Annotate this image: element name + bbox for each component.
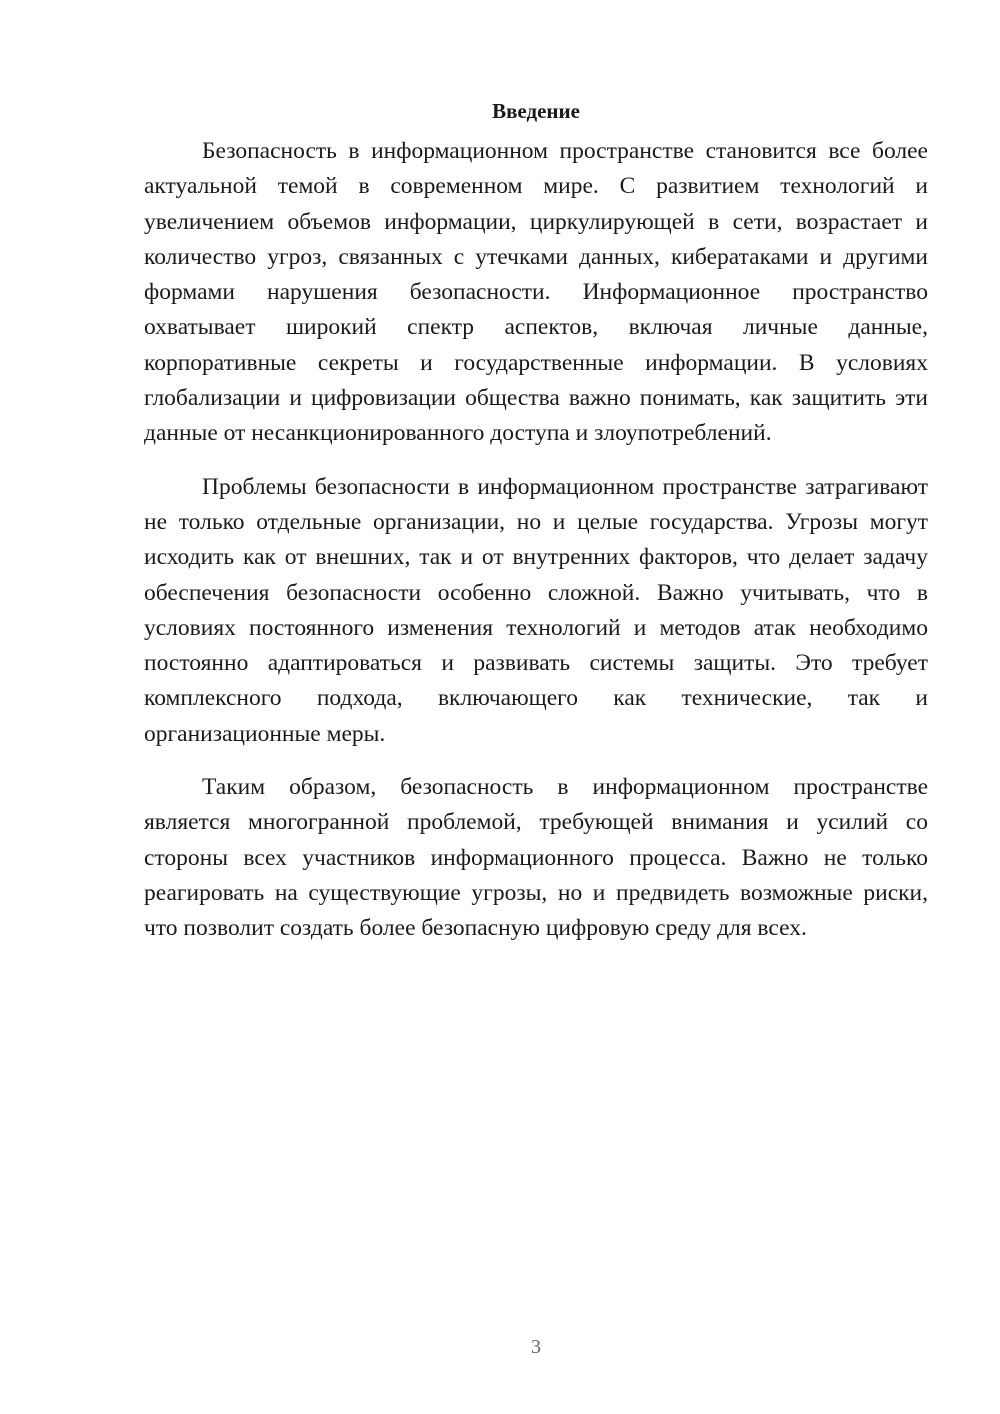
page-content <box>144 96 928 965</box>
paragraph-3: Таким образом, безопасность в информационном пространстве является многогранной проблемой, требующей внимания и усилий со стороны всех участников информационного процесса. Важно не только реагировать на существующие угрозы, но и предвидеть возможные риски, что позволит создать более безопасную цифровую среду для всех. <box>144 774 928 942</box>
page-number-footer <box>0 1334 1000 1360</box>
page-number: 3 <box>531 1336 541 1358</box>
paragraph-2: Проблемы безопасности в информационном пространстве затрагивают не только отдельные организации, но и целые государства. Угрозы могут исходить как от внешних, так и от внутренних факторов, что делает задачу обеспечения безопасности особенно сложной. Важно учитывать, что в условиях постоянного изменения технологий и методов атак необходимо постоянно адаптироваться и развивать системы защиты. Это требует комплексного подхода, включающего как технические, так и организационные меры. <box>144 473 928 747</box>
paragraph-1: Безопасность в информационном пространстве становится все более актуальной темой в современном мире. С развитием технологий и увеличением объемов информации, циркулирующей в сети, возрастает и количество угроз, связанных с утечками данных, кибератаками и другими формами нарушения безопасности. Информационное пространство охватывает широкий спектр аспектов, включая личные данные, корпоративные секреты и государственные информации. В условиях глобализации и цифровизации общества важно понимать, как защитить эти данные от несанкционированного доступа и злоупотреблений. <box>144 138 928 447</box>
section-heading: Введение <box>492 99 580 123</box>
